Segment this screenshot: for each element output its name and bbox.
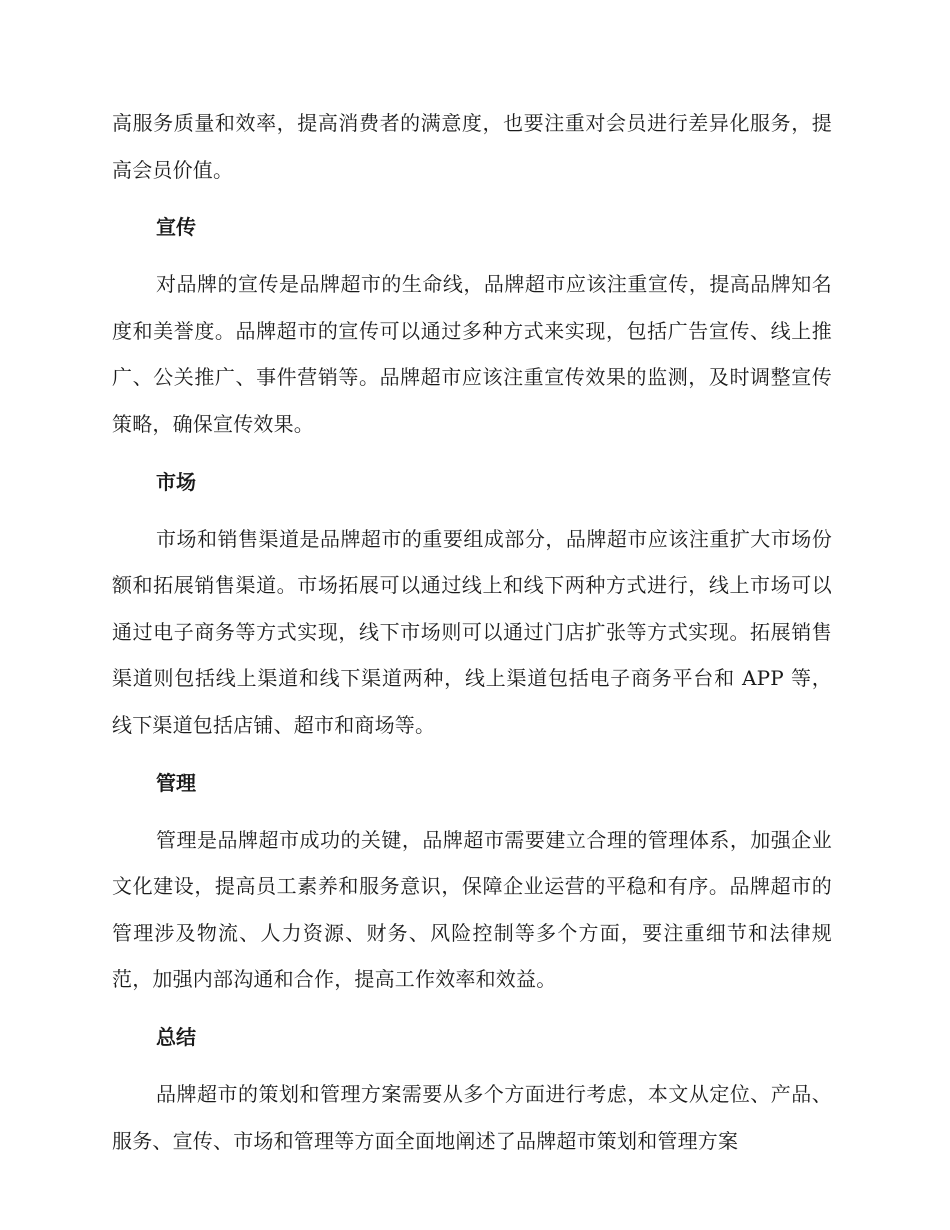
section-paragraph-management: 管理是品牌超市成功的关键，品牌超市需要建立合理的管理体系，加强企业文化建设，提高员工素养和服务意识，保障企业运营的平稳和有序。品牌超市的管理涉及物流、人力资源、财务、风险控制等多个方面，要注重细节和法律规范，加强内部沟通和合作，提高工作效率和效益。 <box>112 827 832 992</box>
section-heading-publicity: 宣传 <box>156 215 196 240</box>
section-paragraph-market: 市场和销售渠道是品牌超市的重要组成部分，品牌超市应该注重扩大市场份额和拓展销售渠道。市场拓展可以通过线上和线下两种方式进行，线上市场可以通过电子商务等方式实现，线下市场则可以通过门店扩张等方式实现。拓展销售渠道则包括线上渠道和线下渠道两种，线上渠道包括电子商务平台和 APP 等，线下渠道包括店铺、超市和商场等。 <box>112 526 832 737</box>
section-paragraph-summary: 品牌超市的策划和管理方案需要从多个方面进行考虑，本文从定位、产品、服务、宣传、市场和管理等方面全面地阐述了品牌超市策划和管理方案 <box>112 1081 832 1153</box>
section-heading-summary: 总结 <box>156 1024 196 1049</box>
document-page <box>112 100 832 1164</box>
section-heading-management: 管理 <box>156 770 196 795</box>
section-heading-market: 市场 <box>156 469 196 494</box>
section-paragraph-publicity: 对品牌的宣传是品牌超市的生命线，品牌超市应该注重宣传，提高品牌知名度和美誉度。品牌超市的宣传可以通过多种方式来实现，包括广告宣传、线上推广、公关推广、事件营销等。品牌超市应该注重宣传效果的监测，及时调整宣传策略，确保宣传效果。 <box>112 272 832 436</box>
intro-paragraph: 高服务质量和效率，提高消费者的满意度，也要注重对会员进行差异化服务，提高会员价值。 <box>112 111 832 182</box>
